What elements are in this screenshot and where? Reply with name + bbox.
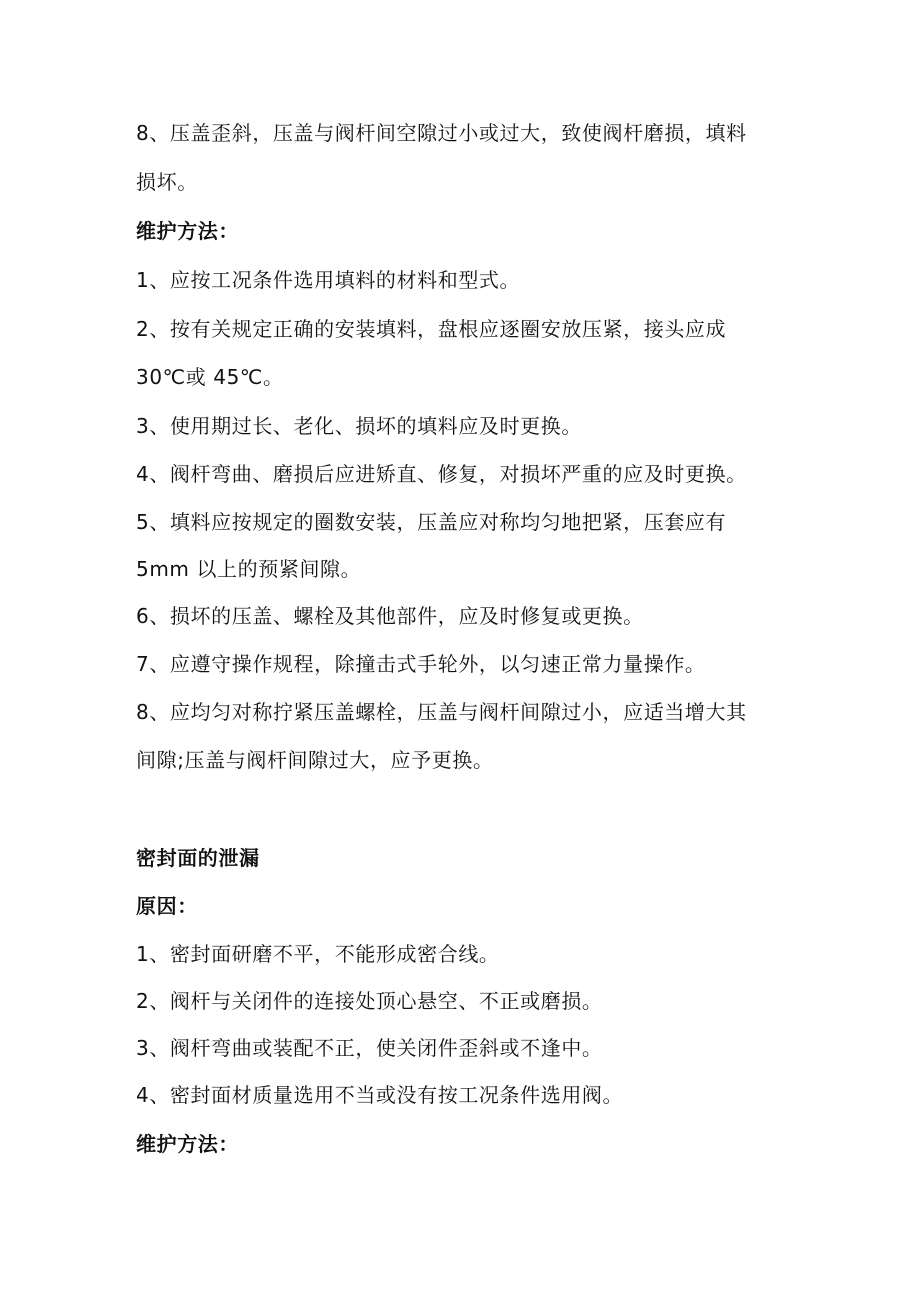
- list-item: 1、应按工况条件选用填料的材料和型式。: [136, 268, 521, 292]
- list-item: 4、阀杆弯曲、磨损后应进矫直、修复，对损坏严重的应及时更换。: [136, 462, 747, 486]
- list-item: 3、使用期过长、老化、损坏的填料应及时更换。: [136, 414, 582, 438]
- list-item: 2、按有关规定正确的安装填料，盘根应逐圈安放压紧，接头应成: [136, 317, 727, 341]
- list-item: 7、应遵守操作规程，除撞击式手轮外，以匀速正常力量操作。: [136, 652, 706, 676]
- section-heading: 维护方法：: [136, 219, 239, 243]
- section-title: 密封面的泄漏: [136, 846, 260, 870]
- list-item: 4、密封面材质量选用不当或没有按工况条件选用阀。: [136, 1083, 624, 1107]
- text-line: 损坏。: [136, 170, 198, 194]
- text-line: 30℃或 45℃。: [136, 365, 284, 389]
- list-item: 8、应均匀对称拧紧压盖螺栓，压盖与阀杆间隙过小，应适当增大其: [136, 700, 747, 724]
- text-line: 8、压盖歪斜，压盖与阀杆间空隙过小或过大，致使阀杆磨损，填料: [136, 121, 747, 145]
- section-heading: 维护方法：: [136, 1132, 239, 1156]
- list-item: 1、密封面研磨不平，不能形成密合线。: [136, 942, 500, 966]
- list-item: 2、阀杆与关闭件的连接处顶心悬空、不正或磨损。: [136, 989, 603, 1013]
- list-item: 3、阀杆弯曲或装配不正，使关闭件歪斜或不逢中。: [136, 1036, 603, 1060]
- list-item: 5、填料应按规定的圈数安装，压盖应对称均匀地把紧，压套应有: [136, 510, 727, 534]
- section-heading: 原因：: [136, 894, 198, 918]
- text-line: 间隙;压盖与阀杆间隙过大，应予更换。: [136, 748, 494, 772]
- list-item: 6、损坏的压盖、螺栓及其他部件，应及时修复或更换。: [136, 604, 644, 628]
- text-line: 5mm 以上的预紧间隙。: [136, 557, 362, 581]
